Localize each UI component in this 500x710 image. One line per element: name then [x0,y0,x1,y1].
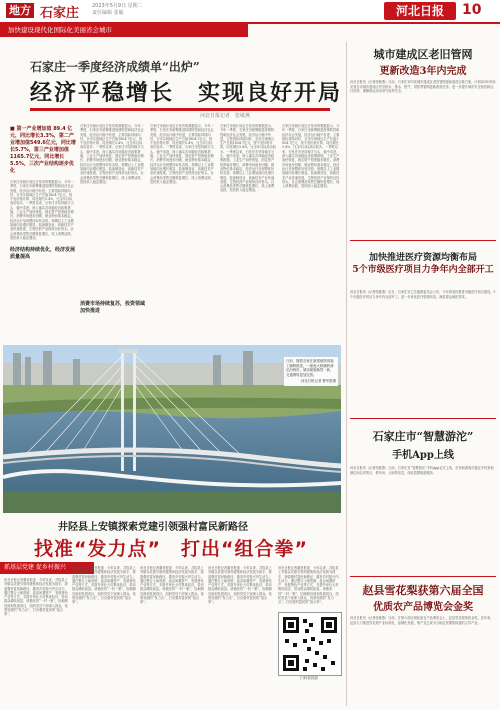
photo-caption-text: 日前，随着石家庄新建地铁线施工顺利推进，一座座大桥横跨滹沱河两岸，城市面貌焕然一新，交通网络更加完善。 [286,359,334,377]
right-article4-subheadline: 优质农产品博览会金奖 [373,602,473,613]
section-banner: 加快建设现代化国际化美丽省会城市 [0,24,248,37]
right-article2-body: 河北日报讯（记者张敏燕）近日，石家庄市卫生健康委员会公布，今年将加快推进市级医疗项目建设，5个市级医疗项目力争年内全部开工，进一步优化医疗资源布局，满足群众就医需求。 [350,290,496,299]
right-article4-headline: 赵县雪花梨获第六届全国 [362,584,484,597]
right-article1-body: 河北日报讯（记者张敏燕）日前，石家庄市印发城市建成区老旧管网更新改造实施方案，计划用3年时间完成全市城市建成区老旧供水、排水、燃气、供热等管网更新改造任务，进一步提升城市安全韧性和运行效率，保障群众用水用气用热安全。 [350,80,496,94]
lead-summary: ■ 第一产业增加值 89.4 亿元，同比增长3.3%，第二产业增加值549.6亿元，同比增长5.7%，第三产业增加值1165.7亿元，同比增长5.5%，三次产业结构逐步优化 [10,126,76,174]
bottom-kicker: 井陉县上安镇探索党建引领强村富民新路径 [58,522,248,533]
bottom-headline: 找准“发力点” 打出“组合拳” [34,538,308,560]
right-article1-headline: 城市建成区老旧管网 [373,48,473,61]
bottom-body-col3: 河北日报记者董晋报道 今年以来，井陉县上安镇以党建引领村级集体经济发展为抓手，探索强村富民新路径，激发乡村振兴内生动力。通过整合土地资源、盘活闲置资产、发展特色产业等方式，多措并举壮大村集体经济，带动群众增收致富。该镇坚持“一村一策”，因地制宜谋划发展项目，组织党员干部深入群众，找准发展的“发力点”，打出强村富民的“组合拳”。 [140,566,204,605]
page-number: 10 [462,2,482,18]
lead-subhead-2: 消费市场持续复苏，投资领域加快推进 [80,300,148,314]
bottom-body-col1: 河北日报记者董晋报道 今年以来，井陉县上安镇以党建引领村级集体经济发展为抓手，探索强村富民新路径，激发乡村振兴内生动力。通过整合土地资源、盘活闲置资产、发展特色产业等方式，多措并举壮大村集体经济，带动群众增收致富。该镇坚持“一村一策”，因地制宜谋划发展项目，组织党员干部深入群众，找准发展的“发力点”，打出强村富民的“组合拳”。 [4,578,68,617]
masthead-info [92,3,162,17]
right-article4-body: 河北日报讯（记者张敏燕）日前，在第六届全国优质农产品博览会上，赵县雪花梨荣获金奖。近年来，赵县大力推进雪花梨产业标准化、品牌化发展，梨产业已成为当地农民增收致富的主导产业。 [350,616,494,625]
section-city: 石家庄 [40,6,80,21]
section-label: 地方 [6,3,34,18]
bottom-body-col2: 河北日报记者董晋报道 今年以来，井陉县上安镇以党建引领村级集体经济发展为抓手，探索强村富民新路径，激发乡村振兴内生动力。通过整合土地资源、盘活闲置资产、发展特色产业等方式，多措并举壮大村集体经济，带动群众增收致富。该镇坚持“一村一策”，因地制宜谋划发展项目，组织党员干部深入群众，找准发展的“发力点”，打出强村富民的“组合拳”。 [72,566,136,605]
qr-caption: 扫码看视频 [300,676,318,680]
lead-body-col1: 石家庄市统计局近日发布的数据显示，今年一季度，石家庄市统筹推进疫情防控和经济社会发展，经济运行稳中有进，主要指标持续向好，全市实现地区生产总值1804.7亿元，按不变价格计算，同比增长5.4%，比全年目标高出较多。一季度以来，石家庄市坚持稳字当头、稳中求进，深入落实各项稳经济政策措施，工业生产加快恢复，固定资产投资稳步增长，消费市场逐步回暖，就业物价基本稳定，经济运行呈现整体好转态势。规模以上工业增加值同比增长明显，装备制造业、高新技术产业快速发展，生物医药产业保持良好势头。社会消费品零售总额恢复增长，线上消费活跃，居民收入稳定增加。 [10,180,74,240]
right-divider-1 [350,240,496,241]
lead-body-col4: 石家庄市统计局近日发布的数据显示，今年一季度，石家庄市统筹推进疫情防控和经济社会发展，经济运行稳中有进，主要指标持续向好，全市实现地区生产总值1804.7亿元，按不变价格计算，同比增长5.4%，比全年目标高出较多。一季度以来，石家庄市坚持稳字当头、稳中求进，深入落实各项稳经济政策措施，工业生产加快恢复，固定资产投资稳步增长，消费市场逐步回暖，就业物价基本稳定，经济运行呈现整体好转态势。规模以上工业增加值同比增长明显，装备制造业、高新技术产业快速发展，生物医药产业保持良好势头。社会消费品零售总额恢复增长，线上消费活跃，居民收入稳定增加。 [220,124,276,193]
qr-code-icon [279,613,341,675]
photo-credit: 河北日报记者 曹华蔚摄 [301,379,336,384]
right-divider-3 [350,576,496,577]
right-article1-subheadline: 更新改造3年内完成 [379,66,467,77]
right-article3-subheadline: 手机App上线 [392,450,454,461]
lead-headline: 经济平稳增长 实现良好开局 [30,81,343,106]
lead-body-col3: 石家庄市统计局近日发布的数据显示，今年一季度，石家庄市统筹推进疫情防控和经济社会发展，经济运行稳中有进，主要指标持续向好，全市实现地区生产总值1804.7亿元，按不变价格计算，同比增长5.4%，比全年目标高出较多。一季度以来，石家庄市坚持稳字当头、稳中求进，深入落实各项稳经济政策措施，工业生产加快恢复，固定资产投资稳步增长，消费市场逐步回暖，就业物价基本稳定，经济运行呈现整体好转态势。规模以上工业增加值同比增长明显，装备制造业、高新技术产业快速发展，生物医药产业保持良好势头。社会消费品零售总额恢复增长，线上消费活跃，居民收入稳定增加。 [150,124,214,184]
lead-subhead-1: 经济结构持续优化，经济发展质量提高 [10,247,76,260]
editor-line: 责任编辑 张敏 [92,10,124,16]
lead-body-col5: 石家庄市统计局近日发布的数据显示，今年一季度，石家庄市统筹推进疫情防控和经济社会发展，经济运行稳中有进，主要指标持续向好，全市实现地区生产总值1804.7亿元，按不变价格计算，同比增长5.4%，比全年目标高出较多。一季度以来，石家庄市坚持稳字当头、稳中求进，深入落实各项稳经济政策措施，工业生产加快恢复，固定资产投资稳步增长，消费市场逐步回暖，就业物价基本稳定，经济运行呈现整体好转态势。规模以上工业增加值同比增长明显，装备制造业、高新技术产业快速发展，生物医药产业保持良好势头。社会消费品零售总额恢复增长，线上消费活跃，居民收入稳定增加。 [282,124,340,189]
qr-code[interactable] [278,612,342,676]
bottom-body-col4: 河北日报记者董晋报道 今年以来，井陉县上安镇以党建引领村级集体经济发展为抓手，探索强村富民新路径，激发乡村振兴内生动力。通过整合土地资源、盘活闲置资产、发展特色产业等方式，多措并举壮大村集体经济，带动群众增收致富。该镇坚持“一村一策”，因地制宜谋划发展项目，组织党员干部深入群众，找准发展的“发力点”，打出强村富民的“组合拳”。 [208,566,272,605]
lead-body-col2: 石家庄市统计局近日发布的数据显示，今年一季度，石家庄市统筹推进疫情防控和经济社会发展，经济运行稳中有进，主要指标持续向好，全市实现地区生产总值1804.7亿元，按不变价格计算，同比增长5.4%，比全年目标高出较多。一季度以来，石家庄市坚持稳字当头、稳中求进，深入落实各项稳经济政策措施，工业生产加快恢复，固定资产投资稳步增长，消费市场逐步回暖，就业物价基本稳定，经济运行呈现整体好转态势。规模以上工业增加值同比增长明显，装备制造业、高新技术产业快速发展，生物医药产业保持良好势头。社会消费品零售总额恢复增长，线上消费活跃，居民收入稳定增加。 [80,124,144,184]
right-article2-subheadline: 5个市级医疗项目力争年内全部开工 [352,265,494,275]
lead-byline: 河北日报记者 张敏燕 [200,113,251,119]
date-line: 2023年5月9日 星期二 [92,3,143,9]
bottom-body-col5: 河北日报记者董晋报道 今年以来，井陉县上安镇以党建引领村级集体经济发展为抓手，探索强村富民新路径，激发乡村振兴内生动力。通过整合土地资源、盘活闲置资产、发展特色产业等方式，多措并举壮大村集体经济，带动群众增收致富。该镇坚持“一村一策”，因地制宜谋划发展项目，组织党员干部深入群众，找准发展的“发力点”，打出强村富民的“组合拳”。 [278,566,339,605]
right-article3-body: 河北日报讯（记者张敏燕）日前，石家庄市“智慧游沱”手机App正式上线，市民和游客可通过手机查询滹沱河沿岸景点、停车场、公厕等信息，体验智慧旅游服务。 [350,466,494,475]
column-divider [346,42,347,706]
bottom-section-tag: 抓基层党建 促乡村振兴 [0,562,94,574]
lead-kicker: 石家庄一季度经济成绩单“出炉” [30,60,200,74]
right-article3-headline: 石家庄市“智慧游沱” [372,430,474,443]
newspaper-logo: 河北日报 [384,2,456,20]
headline-rule [30,108,330,111]
photo-caption [284,357,338,386]
right-divider-2 [350,418,496,419]
right-article2-headline: 加快推进医疗资源均衡布局 [368,253,477,263]
